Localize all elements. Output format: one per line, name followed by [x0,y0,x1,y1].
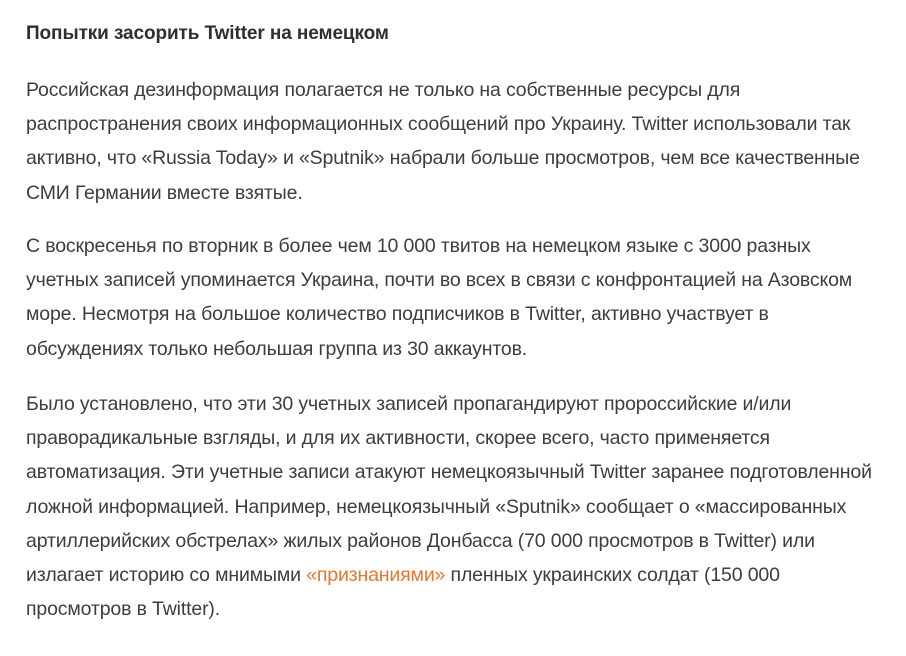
section-heading: Попытки засорить Twitter на немецком [26,23,389,44]
confessions-link[interactable]: «признаниями» [306,564,446,587]
paragraph-3-text-before-link: Было установлено, что эти 30 учетных записей пропагандируют пророссийские и/или праворадикальные взгляды, и для их активности, скорее всего, часто применяется автоматизация. Эти учетные записи атакуют немецкоязычный Twitter заранее подготовленной ложной информацией. Например, немецкоязычный «Sputnik» сообщает о «массированных артиллерийских обстрелах» жилых районов Донбасса (70 000 просмотров в Twitter) или излагает историю со мнимыми [26,393,872,587]
paragraph-1: Российская дезинформация полагается не только на собственные ресурсы для распространения своих информационных сообщений про Украину. Twitter использовали так активно, что «Russia Today» и «Sputnik» набрали больше просмотров, чем все качественные СМИ Германии вместе взятые. [26,79,860,204]
paragraph-3 [26,387,888,626]
paragraph-2: С воскресенья по вторник в более чем 10 000 твитов на немецком языке с 3000 разных учетных записей упоминается Украина, почти во всех в связи с конфронтацией на Азовском море. Несмотря на большое количество подписчиков в Twitter, активно участвует в обсуждениях только небольшая группа из 30 аккаунтов. [26,235,853,360]
article-body [26,18,888,621]
paragraph-3-text-after-link: пленных украинских солдат (150 000 просмотров в Twitter). [26,564,780,621]
